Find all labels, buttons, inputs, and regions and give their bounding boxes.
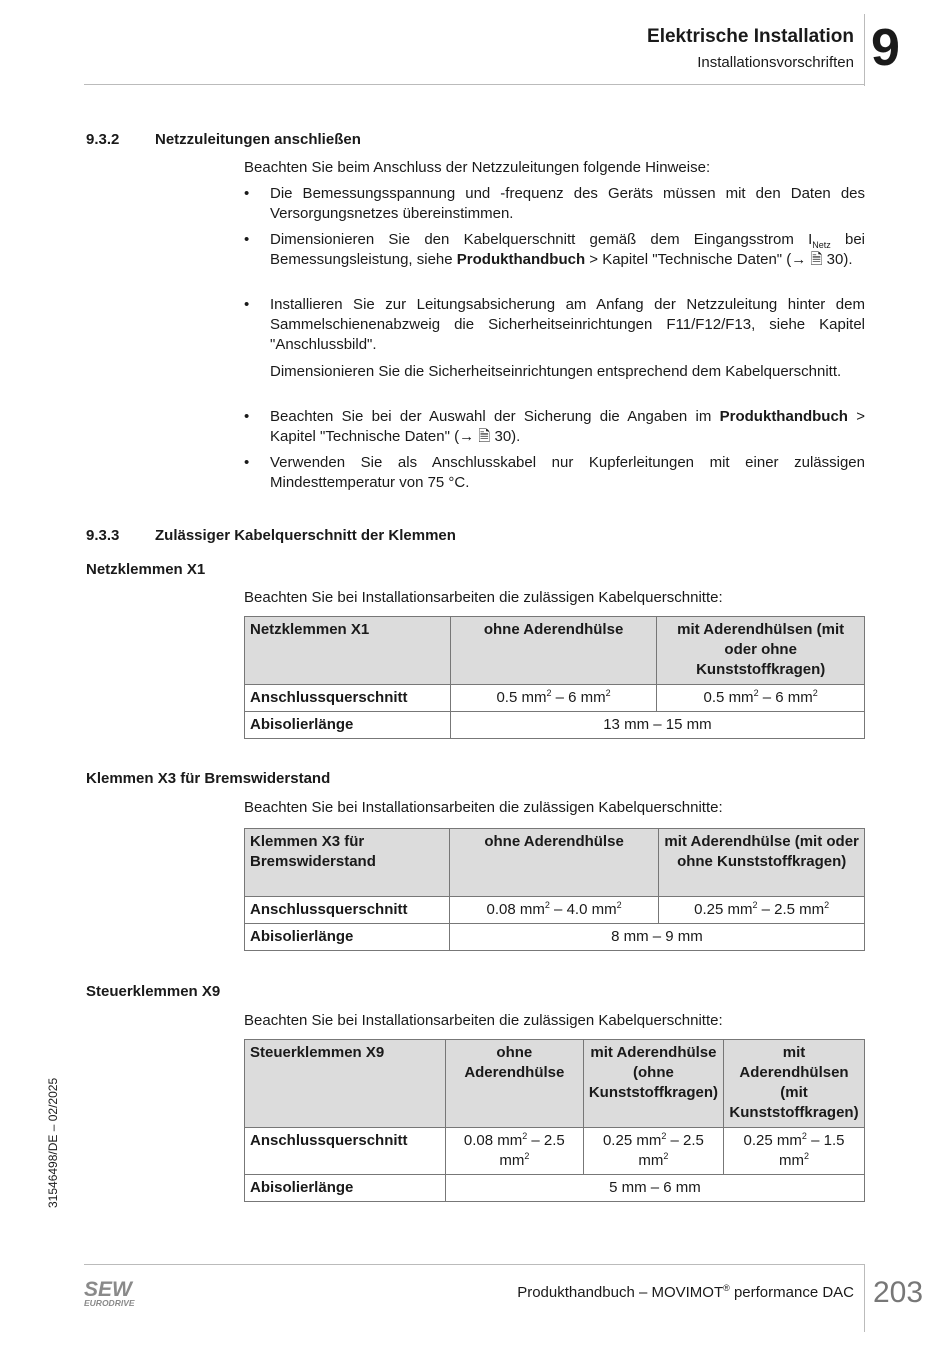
section-title: Netzzuleitungen anschließen bbox=[155, 131, 361, 148]
list-item: • Verwenden Sie als Anschlusskabel nur Kupferleitungen mit einer zulässigen Mindesttemperatur von 75 °C. bbox=[244, 454, 865, 491]
list-item: • Dimensionieren Sie den Kabelquerschnitt gemäß dem Eingangsstrom $I_{Netz}$ bei Bemessungsleistung, siehe Produkthandbuch > Kapitel "Technische Daten" (→ 🗎 30). bbox=[244, 231, 865, 268]
table-row-label: Anschlussquerschnitt bbox=[245, 685, 451, 712]
table-cell: 0.25 $mm^2 - 1.5$ $mm^2$ bbox=[724, 1128, 865, 1175]
footer-title: Produkthandbuch – MOVIMOT® performance DAC bbox=[517, 1283, 854, 1301]
list-item: • Beachten Sie bei der Auswahl der Sicherung die Angaben im Produkthandbuch > Kapitel "Technische Daten" (→ 🗎 30). bbox=[244, 408, 865, 445]
list-item-text: Beachten Sie bei der Auswahl der Sicherung die Angaben im Produkthandbuch > Kapitel "Technische Daten" (→ 🗎 30). bbox=[270, 408, 865, 445]
header-divider bbox=[864, 14, 865, 86]
table-intro: Beachten Sie bei Installationsarbeiten die zulässigen Kabelquerschnitte: bbox=[244, 799, 723, 816]
table-header-cell: ohne Aderendhülse bbox=[450, 617, 657, 685]
table-header-cell: mit Aderendhülsen (mit oder ohne Kunststoffkragen) bbox=[657, 617, 865, 685]
table-header-row bbox=[245, 829, 865, 897]
section-subtitle: Installationsvorschriften bbox=[697, 54, 854, 71]
list-item-text: Installieren Sie zur Leitungsabsicherung am Anfang der Netzzuleitung hinter dem Sammelschienenabzweig die Sicherheitseinrichtungen F11/F12/F13, siehe Kapitel "Anschlussbild". bbox=[270, 296, 865, 353]
table-row-label: Abisolierlänge bbox=[245, 1175, 446, 1202]
chapter-title: Elektrische Installation bbox=[647, 26, 854, 47]
page-number: 203 bbox=[873, 1276, 924, 1309]
table-header-cell: mit Aderendhülsen (mit Kunststoffkragen) bbox=[724, 1040, 865, 1128]
table-x9 bbox=[244, 1039, 865, 1202]
table-x1 bbox=[244, 616, 865, 739]
table-header-cell: mit Aderendhülse (ohne Kunststoffkragen) bbox=[583, 1040, 723, 1128]
section-number: 9.3.3 bbox=[86, 527, 120, 544]
list-item-text: Die Bemessungsspannung und -frequenz des Geräts müssen mit den Daten des Versorgungsnetzes übereinstimmen. bbox=[270, 185, 865, 222]
table-header-cell: mit Aderendhülse (mit oder ohne Kunststoffkragen) bbox=[659, 829, 865, 897]
list-item: • Die Bemessungsspannung und -frequenz des Geräts müssen mit den Daten des Versorgungsnetzes übereinstimmen. bbox=[244, 185, 865, 222]
table-cell: 0.08 $mm^2 - 2.5$ $mm^2$ bbox=[445, 1128, 583, 1175]
document-id: 31546498/DE – 02/2025 bbox=[46, 1077, 60, 1208]
table-header-cell: Klemmen X3 für Bremswiderstand bbox=[245, 829, 450, 897]
table-row bbox=[245, 924, 865, 951]
table-x3 bbox=[244, 828, 865, 951]
table-header-cell: ohne Aderendhülse bbox=[449, 829, 659, 897]
table-cell: 0.5 $mm^2 - 6$ $mm^2$ bbox=[450, 685, 657, 712]
section-number: 9.3.2 bbox=[86, 131, 120, 148]
table-cell: 0.25 $mm^2 - 2.5$ $mm^2$ bbox=[659, 897, 865, 924]
table-cell: 0.25 $mm^2 - 2.5$ $mm^2$ bbox=[583, 1128, 723, 1175]
logo-text-eurodrive: EURODRIVE bbox=[84, 1298, 135, 1308]
list-item-note: Dimensionieren Sie die Sicherheitseinrichtungen entsprechend dem Kabelquerschnitt. bbox=[270, 363, 842, 380]
table-row bbox=[245, 685, 865, 712]
section-intro: Beachten Sie beim Anschluss der Netzzuleitungen folgende Hinweise: bbox=[244, 159, 711, 176]
table-header-row bbox=[245, 617, 865, 685]
table-row-label: Anschlussquerschnitt bbox=[245, 897, 450, 924]
table-cell: 8 mm – 9 mm bbox=[449, 924, 864, 951]
table-intro: Beachten Sie bei Installationsarbeiten die zulässigen Kabelquerschnitte: bbox=[244, 589, 723, 606]
table-cell: 0.5 $mm^2 - 6$ $mm^2$ bbox=[657, 685, 865, 712]
footer-divider bbox=[864, 1264, 865, 1332]
chapter-number: 9 bbox=[871, 19, 900, 77]
table-cell: 0.08 $mm^2 - 4.0$ $mm^2$ bbox=[449, 897, 659, 924]
subsection-heading: Klemmen X3 für Bremswiderstand bbox=[86, 770, 331, 787]
table-header-cell: Steuerklemmen X9 bbox=[245, 1040, 446, 1128]
subsection-heading: Steuerklemmen X9 bbox=[86, 983, 221, 1000]
table-row-label: Abisolierlänge bbox=[245, 712, 451, 739]
table-row bbox=[245, 897, 865, 924]
table-row bbox=[245, 1128, 865, 1175]
table-row-label: Anschlussquerschnitt bbox=[245, 1128, 446, 1175]
table-row bbox=[245, 1175, 865, 1202]
list-item: • Installieren Sie zur Leitungsabsicherung am Anfang der Netzzuleitung hinter dem Sammelschienenabzweig die Sicherheitseinrichtungen F11/F12/F13, siehe Kapitel "Anschlussbild". bbox=[244, 296, 865, 353]
header-rule bbox=[84, 84, 865, 85]
logo-text-sew: SEW bbox=[84, 1278, 132, 1301]
sew-eurodrive-logo bbox=[84, 1278, 154, 1308]
table-row bbox=[245, 712, 865, 739]
table-cell: 13 mm – 15 mm bbox=[450, 712, 864, 739]
list-item-text: Verwenden Sie als Anschlusskabel nur Kupferleitungen mit einer zulässigen Mindesttemperatur von 75 °C. bbox=[270, 454, 865, 491]
table-row-label: Abisolierlänge bbox=[245, 924, 450, 951]
section-title: Zulässiger Kabelquerschnitt der Klemmen bbox=[155, 527, 456, 544]
table-intro: Beachten Sie bei Installationsarbeiten die zulässigen Kabelquerschnitte: bbox=[244, 1012, 723, 1029]
subsection-heading: Netzklemmen X1 bbox=[86, 561, 206, 578]
table-header-cell: ohne Aderendhülse bbox=[445, 1040, 583, 1128]
footer-rule bbox=[84, 1264, 865, 1265]
list-item-text: Dimensionieren Sie den Kabelquerschnitt gemäß dem Eingangsstrom $I_{Netz}$ bei Bemessungsleistung, siehe Produkthandbuch > Kapitel "Technische Daten" (→ 🗎 30). bbox=[270, 231, 865, 268]
table-header-row bbox=[245, 1040, 865, 1128]
table-header-cell: Netzklemmen X1 bbox=[245, 617, 451, 685]
table-cell: 5 mm – 6 mm bbox=[445, 1175, 864, 1202]
